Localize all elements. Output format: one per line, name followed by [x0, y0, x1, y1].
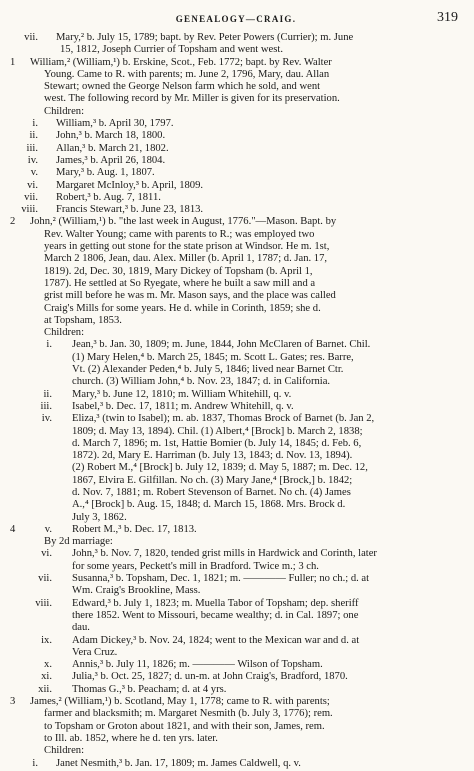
text-line — [10, 622, 462, 634]
text-line — [10, 155, 462, 167]
text-line — [10, 118, 462, 130]
line-text: Children: — [44, 745, 85, 757]
text-line — [10, 413, 462, 425]
text-line — [10, 32, 462, 44]
line-text: Stewart; owned the George Nelson farm which he sold, and went — [44, 81, 321, 93]
line-text: Susanna,³ b. Topsham, Dec. 1, 1821; m. ———— Fuller; no ch.; d. at — [72, 573, 370, 585]
line-text: A.,⁴ [Brock] b. Aug. 15, 1848; d. March 15, 1868. Mrs. Brock d. — [72, 499, 346, 511]
line-text: John,³ b. March 18, 1800. — [56, 130, 166, 142]
line-text: Edward,³ b. July 1, 1823; m. Muella Tabor of Topsham; dep. sheriff — [72, 597, 359, 609]
line-text: grist mill before he was m. Mr. Mason says, and the place was called — [44, 290, 336, 302]
text-line — [10, 536, 462, 548]
text-line — [10, 327, 462, 339]
text-line — [10, 57, 462, 69]
running-title: GENEALOGY—CRAIG. — [175, 14, 297, 24]
line-text: Mary,³ b. June 12, 1810; m. William Whitehill, q. v. — [72, 388, 292, 400]
line-text: Annis,³ b. July 11, 1826; m. ———— Wilson of Topsham. — [72, 659, 323, 671]
line-text: farmer and blacksmith; m. Margaret Nesmith (b. July 3, 1776); rem. — [44, 708, 333, 720]
text-line — [10, 610, 462, 622]
child-numeral: i. — [32, 757, 38, 769]
child-numeral: v. — [30, 167, 38, 179]
line-text: John,² (William,¹) b. "the last week in August, 1776."—Mason. Bapt. by — [30, 216, 337, 228]
line-text: to Ill. ab. 1852, where he d. ten yrs. later. — [44, 732, 218, 744]
text-line — [10, 216, 462, 228]
line-text: there 1852. Went to Missouri, became wealthy; d. in Cal. 1897; one — [72, 609, 359, 621]
text-line — [10, 376, 462, 388]
line-text: Eliza,³ (twin to Isabel); m. ab. 1837, Thomas Brock of Barnet (b. Jan 2, — [72, 413, 375, 425]
text-line — [10, 229, 462, 241]
text-line — [10, 426, 462, 438]
text-line — [10, 278, 462, 290]
child-numeral: i. — [46, 339, 52, 351]
text-line — [10, 93, 462, 105]
genealogy-entries — [10, 32, 462, 770]
text-line — [10, 180, 462, 192]
line-text: Isabel,³ b. Dec. 17, 1811; m. Andrew Whitehill, q. v. — [72, 400, 294, 412]
line-text: Vt. (2) Alexander Peden,⁴ b. July 5, 1846; lived near Barnet Ctr. — [72, 364, 344, 376]
text-line — [10, 721, 462, 733]
line-text: Robert M.,³ b. Dec. 17, 1813. — [72, 523, 197, 535]
line-text: Thomas G.,³ b. Peacham; d. at 4 yrs. — [72, 683, 227, 695]
text-line — [10, 548, 462, 560]
line-text: William,³ b. April 30, 1797. — [56, 118, 174, 130]
text-line — [10, 290, 462, 302]
child-numeral: x. — [44, 659, 52, 671]
child-numeral: iii. — [40, 400, 52, 412]
line-text: Children: — [44, 327, 85, 339]
text-line — [10, 438, 462, 450]
line-text: Rev. Walter Young; came with parents to R.; was employed two — [44, 228, 315, 240]
text-line — [10, 512, 462, 524]
text-line — [10, 167, 462, 179]
text-line — [10, 401, 462, 413]
text-line — [10, 758, 462, 770]
text-line — [10, 635, 462, 647]
text-line — [10, 339, 462, 351]
line-text: 15, 1812, Joseph Currier of Topsham and went west. — [60, 44, 283, 56]
line-text: d. Nov. 7, 1881; m. Robert Stevenson of Barnet. No ch. (4) James — [72, 486, 351, 498]
entry-number: 1 — [10, 56, 16, 68]
text-line — [10, 671, 462, 683]
line-text: d. March 7, 1896; m. 1st, Hattie Bomier (b. July 14, 1845; d. Feb. 6, — [72, 437, 362, 449]
child-numeral: xi. — [41, 671, 52, 683]
line-text: (1) Mary Helen,⁴ b. March 25, 1845; m. Scott L. Gates; res. Barre, — [72, 351, 354, 363]
entry-number: 3 — [10, 696, 16, 708]
line-text: Craig's Mills for some years. He d. while in Corinth, 1859; she d. — [44, 302, 321, 314]
line-text: Margaret McInloy,³ b. April, 1809. — [56, 179, 204, 191]
child-numeral: ix. — [41, 634, 52, 646]
line-text: for some years, Peckett's mill in Bradford. Twice m.; 3 ch. — [72, 560, 319, 572]
line-text: William,² (William,¹) b. Erskine, Scot., Feb. 1772; bapt. by Rev. Walter — [30, 56, 332, 68]
child-numeral: ii. — [29, 130, 38, 142]
child-numeral: vii. — [38, 573, 52, 585]
line-text: Adam Dickey,³ b. Nov. 24, 1824; went to the Mexican war and d. at — [72, 634, 360, 646]
line-text: Vera Cruz. — [72, 646, 118, 658]
line-text: at Topsham, 1853. — [44, 314, 122, 326]
line-text: July 3, 1862. — [72, 511, 127, 523]
text-line — [10, 450, 462, 462]
child-numeral: iv. — [27, 154, 38, 166]
text-line — [10, 487, 462, 499]
text-line — [10, 745, 462, 757]
text-line — [10, 192, 462, 204]
line-text: (2) Robert M.,⁴ [Brock] b. July 12, 1839; d. May 5, 1887; m. Dec. 12, — [72, 462, 368, 474]
text-line — [10, 475, 462, 487]
text-line — [10, 253, 462, 265]
text-line — [10, 352, 462, 364]
line-text: March 2 1806, Jean, dau. Alex. Miller (b. April 1, 1787; d. Jan. 17, — [44, 253, 328, 265]
text-line — [10, 143, 462, 155]
text-line — [10, 44, 462, 56]
text-line — [10, 573, 462, 585]
text-line — [10, 647, 462, 659]
line-text: 1787). He settled at So Ryegate, where he built a saw mill and a — [44, 277, 316, 289]
line-text: Jean,³ b. Jan. 30, 1809; m. June, 1844, John McClaren of Barnet. Chil. — [72, 339, 371, 351]
text-line — [10, 598, 462, 610]
text-line — [10, 69, 462, 81]
text-line — [10, 696, 462, 708]
line-text: Robert,³ b. Aug. 7, 1811. — [56, 191, 161, 203]
child-numeral: vii. — [24, 32, 38, 43]
text-line — [10, 130, 462, 142]
line-text: Children: — [44, 105, 85, 117]
text-line — [10, 241, 462, 253]
text-line — [10, 585, 462, 597]
line-text: church. (3) William John,⁴ b. Nov. 23, 1847; d. in California. — [72, 376, 331, 388]
line-text: Mary,³ b. Aug. 1, 1807. — [56, 167, 155, 179]
text-line — [10, 659, 462, 671]
line-text: Young. Came to R. with parents; m. June 2, 1796, Mary, dau. Allan — [44, 68, 330, 80]
line-text: 1867, Elvira E. Gilfillan. No ch. (3) Mary Jane,⁴ [Brock,] b. 1842; — [72, 474, 353, 486]
line-text: 1819). 2d, Dec. 30, 1819, Mary Dickey of Topsham (b. April 1, — [44, 265, 313, 277]
line-text: Allan,³ b. March 21, 1802. — [56, 142, 169, 154]
line-text: James,² (William,¹) b. Scotland, May 1, 1778; came to R. with parents; — [30, 696, 330, 708]
child-numeral: iii. — [26, 142, 38, 154]
line-text: Wm. Craig's Brookline, Mass. — [72, 585, 201, 597]
line-text: 1809; d. May 13, 1894). Chil. (1) Albert,⁴ [Brock] b. March 2, 1838; — [72, 425, 363, 437]
entry-number: 2 — [10, 216, 16, 228]
text-line — [10, 81, 462, 93]
line-text: James,³ b. April 26, 1804. — [56, 154, 166, 166]
text-line — [10, 708, 462, 720]
text-line — [10, 462, 462, 474]
text-line — [10, 561, 462, 573]
text-line — [10, 303, 462, 315]
line-text: Janet Nesmith,³ b. Jan. 17, 1809; m. James Caldwell, q. v. — [56, 757, 301, 769]
entry-number: 4 — [10, 523, 16, 535]
line-text: By 2d marriage: — [44, 536, 113, 548]
text-line — [10, 364, 462, 376]
child-numeral: viii. — [21, 204, 38, 216]
text-line — [10, 315, 462, 327]
child-numeral: vii. — [24, 191, 38, 203]
child-numeral: v. — [44, 523, 52, 535]
text-line — [10, 733, 462, 745]
running-header — [10, 10, 462, 32]
child-numeral: i. — [32, 118, 38, 130]
text-line — [10, 389, 462, 401]
text-line — [10, 499, 462, 511]
page-number: 319 — [437, 10, 458, 25]
child-numeral: vi. — [41, 548, 52, 560]
text-line — [10, 266, 462, 278]
line-text: Francis Stewart,³ b. June 23, 1813. — [56, 204, 204, 216]
text-line — [10, 106, 462, 118]
line-text: to Topsham or Groton about 1821, and with their son, James, rem. — [44, 720, 325, 732]
line-text: John,³ b. Nov. 7, 1820, tended grist mills in Hardwick and Corinth, later — [72, 548, 377, 560]
child-numeral: ii. — [43, 388, 52, 400]
line-text: Julia,³ b. Oct. 25, 1827; d. un-m. at John Craig's, Bradford, 1870. — [72, 671, 348, 683]
line-text: west. The following record by Mr. Miller is given for its preservation. — [44, 93, 340, 105]
line-text: Mary,² b. July 15, 1789; bapt. by Rev. Peter Powers (Currier); m. June — [56, 32, 354, 43]
line-text: 1872). 2d, Mary E. Harriman (b. July 13, 1843; d. Nov. 13, 1894). — [72, 450, 353, 462]
child-numeral: iv. — [41, 413, 52, 425]
text-line — [10, 684, 462, 696]
line-text: years in getting out stone for the state prison at Windsor. He m. 1st, — [44, 241, 330, 253]
text-line — [10, 524, 462, 536]
child-numeral: vi. — [27, 179, 38, 191]
child-numeral: viii. — [35, 597, 52, 609]
child-numeral: xii. — [38, 683, 52, 695]
text-line — [10, 204, 462, 216]
line-text: dau. — [72, 622, 90, 634]
